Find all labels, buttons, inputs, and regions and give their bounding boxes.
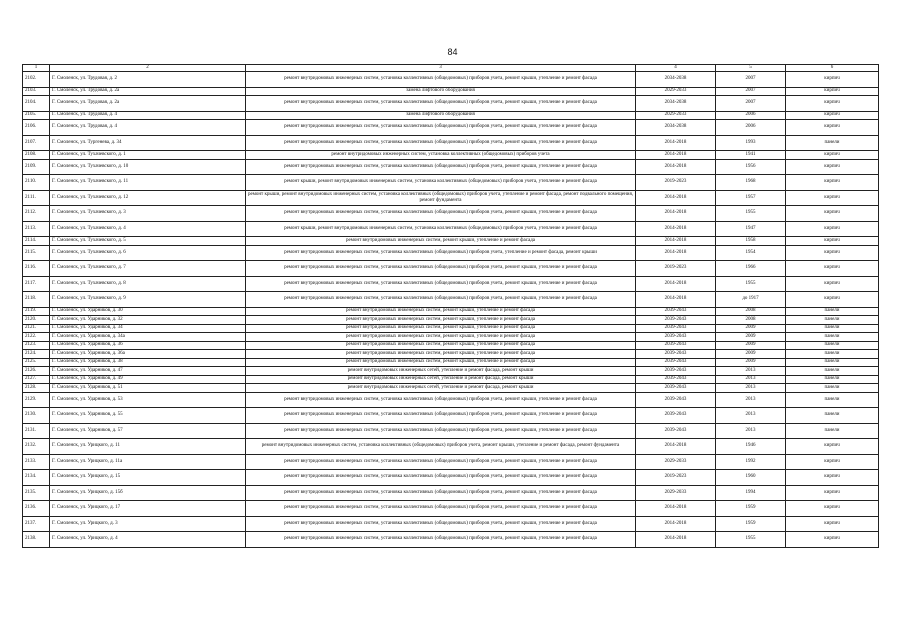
column-header: 1 — [23, 65, 50, 72]
work-description-cell: ремонт внутридомовых инженерных систем, ремонт крыши, утепление и ремонт фасада — [246, 237, 636, 246]
row-number-cell: 2135. — [23, 485, 50, 501]
row-number-cell: 2133. — [23, 454, 50, 470]
work-description-cell: ремонт внутридомовых инженерных систем, установка коллективных (общедомовых) приборов учета, ремонт крыши, утепление и ремонт фасада — [246, 276, 636, 292]
wall-material-cell: кирпич — [786, 221, 879, 237]
repair-period-cell: 2014-2018 — [636, 501, 716, 517]
repair-period-cell: 2039-2043 — [636, 423, 716, 439]
table-row — [23, 324, 879, 333]
table-row — [23, 190, 879, 206]
repair-period-cell: 2039-2043 — [636, 384, 716, 393]
work-description-cell: ремонт внутридомовых инженерных систем, установка коллективных (общедомовых) приборов учета, ремонт крыши, утепление и ремонт фасада — [246, 454, 636, 470]
row-number-cell: 2106. — [23, 120, 50, 136]
repair-period-cell: 2039-2043 — [636, 333, 716, 342]
wall-material-cell: панели — [786, 341, 879, 350]
work-description-cell: ремонт внутридомовых инженерных систем, установка коллективных (общедомовых) приборов учета, ремонт крыши, утепление и ремонт фасада — [246, 72, 636, 88]
work-description-cell: ремонт внутридомовых инженерных систем, установка коллективных (общедомовых) приборов учета, ремонт крыши, утепление и ремонт фасада — [246, 261, 636, 277]
wall-material-cell: кирпич — [786, 516, 879, 532]
address-cell: Г. Смоленск, ул. Урицкого, д. 17 — [50, 501, 246, 517]
table-row — [23, 151, 879, 160]
table-row — [23, 501, 879, 517]
page-number: 84 — [447, 47, 458, 57]
row-number-cell: 2122. — [23, 333, 50, 342]
wall-material-cell: кирпич — [786, 470, 879, 486]
repair-period-cell: 2039-2043 — [636, 350, 716, 359]
table-row — [23, 358, 879, 367]
work-description-cell: ремонт внутридомовых инженерных систем, установка коллективных (общедомовых) приборов учета, утепление и ремонт фасада, ремонт крыши — [246, 245, 636, 261]
address-cell: Г. Смоленск, ул. Тухачевского, д. 10 — [50, 159, 246, 175]
work-description-cell: ремонт крыши, ремонт внутридомовых инженерных систем, установка коллективных (общедомовых) приборов учета, утепление и ремонт фасада, ремонт подвального помещения, ремонт фундамента — [246, 190, 636, 206]
wall-material-cell: кирпич — [786, 237, 879, 246]
work-description-cell: ремонт внутридомовых инженерных систем, ремонт крыши, утепление и ремонт фасада — [246, 358, 636, 367]
repair-period-cell: 2029-2033 — [636, 87, 716, 96]
work-description-cell: ремонт внутридомовых инженерных систем, установка коллективных (общедомовых) приборов учета, ремонт крыши, утепление и ремонт фасада — [246, 516, 636, 532]
build-year-cell: 1957 — [716, 190, 786, 206]
repair-period-cell: 2039-2043 — [636, 316, 716, 325]
address-cell: Г. Смоленск, ул. Ударников, д. 53 — [50, 392, 246, 408]
address-cell: Г. Смоленск, ул. Тургенева, д. 34 — [50, 135, 246, 151]
row-number-cell: 2127. — [23, 375, 50, 384]
address-cell: Г. Смоленск, ул. Ударников, д. 38 — [50, 358, 246, 367]
row-number-cell: 2124. — [23, 350, 50, 359]
address-cell: Г. Смоленск, ул. Ударников, д. 36 — [50, 341, 246, 350]
build-year-cell: 1960 — [716, 470, 786, 486]
address-cell: Г. Смоленск, ул. Ударников, д. 51 — [50, 384, 246, 393]
address-cell: Г. Смоленск, ул. Тухачевского, д. 11 — [50, 175, 246, 191]
repair-period-cell: 2014-2018 — [636, 439, 716, 455]
wall-material-cell: панели — [786, 375, 879, 384]
address-cell: Г. Смоленск, ул. Ударников, д. 57 — [50, 423, 246, 439]
build-year-cell: 1959 — [716, 516, 786, 532]
row-number-cell: 2132. — [23, 439, 50, 455]
build-year-cell: 1993 — [716, 135, 786, 151]
repair-period-cell: 2014-2018 — [636, 206, 716, 222]
address-cell: Г. Смоленск, ул. Урицкого, д. 3 — [50, 516, 246, 532]
wall-material-cell: кирпич — [786, 151, 879, 160]
build-year-cell: 1992 — [716, 454, 786, 470]
build-year-cell: 2013 — [716, 375, 786, 384]
table-row — [23, 245, 879, 261]
row-number-cell: 2126. — [23, 367, 50, 376]
repair-period-cell: 2014-2018 — [636, 135, 716, 151]
build-year-cell: до 1917 — [716, 292, 786, 308]
row-number-cell: 2107. — [23, 135, 50, 151]
row-number-cell: 2112. — [23, 206, 50, 222]
row-number-cell: 2105. — [23, 111, 50, 120]
row-number-cell: 2108. — [23, 151, 50, 160]
row-number-cell: 2118. — [23, 292, 50, 308]
wall-material-cell: кирпич — [786, 190, 879, 206]
wall-material-cell: кирпич — [786, 485, 879, 501]
build-year-cell: 2009 — [716, 358, 786, 367]
address-cell: Г. Смоленск, ул. Ударников, д. 34 — [50, 324, 246, 333]
address-cell: Г. Смоленск, ул. Ударников, д. 47 — [50, 367, 246, 376]
work-description-cell: замена лифтового оборудования — [246, 87, 636, 96]
address-cell: Г. Смоленск, ул. Ударников, д. 49 — [50, 375, 246, 384]
work-description-cell: замена лифтового оборудования — [246, 111, 636, 120]
table-row — [23, 375, 879, 384]
wall-material-cell: панели — [786, 367, 879, 376]
repair-period-cell: 2039-2043 — [636, 324, 716, 333]
address-cell: Г. Смоленск, ул. Урицкого, д. 15б — [50, 485, 246, 501]
repair-period-cell: 2039-2043 — [636, 358, 716, 367]
wall-material-cell: кирпич — [786, 454, 879, 470]
wall-material-cell: панели — [786, 307, 879, 316]
work-description-cell: ремонт внутридомовых инженерных сетей, утепление и ремонт фасада, ремонт крыши — [246, 384, 636, 393]
build-year-cell: 2008 — [716, 316, 786, 325]
work-description-cell: ремонт внутридомовых инженерных систем, ремонт крыши, утепление и ремонт фасада — [246, 350, 636, 359]
repair-period-cell: 2039-2043 — [636, 408, 716, 424]
repair-period-cell: 2019-2023 — [636, 261, 716, 277]
wall-material-cell: кирпич — [786, 261, 879, 277]
build-year-cell: 2008 — [716, 307, 786, 316]
table-row — [23, 485, 879, 501]
build-year-cell: 2009 — [716, 341, 786, 350]
row-number-cell: 2121. — [23, 324, 50, 333]
wall-material-cell: панели — [786, 350, 879, 359]
row-number-cell: 2113. — [23, 221, 50, 237]
work-description-cell: ремонт внутридомовых инженерных систем, установка коллективных (общедомовых) приборов учета, ремонт крыши, утепление и ремонт фасада — [246, 96, 636, 112]
row-number-cell: 2119. — [23, 307, 50, 316]
table-row — [23, 384, 879, 393]
table-row — [23, 367, 879, 376]
wall-material-cell: панели — [786, 135, 879, 151]
row-number-cell: 2117. — [23, 276, 50, 292]
table-row — [23, 532, 879, 548]
wall-material-cell: кирпич — [786, 159, 879, 175]
build-year-cell: 1941 — [716, 151, 786, 160]
wall-material-cell: кирпич — [786, 245, 879, 261]
work-description-cell: ремонт внутридомовых инженерных систем, установка коллективных (общедомовых) приборов учета, ремонт крыши, утепление и ремонт фасада — [246, 485, 636, 501]
address-cell: Г. Смоленск, ул. Тухачевского, д. 4 — [50, 221, 246, 237]
wall-material-cell: кирпич — [786, 87, 879, 96]
table-row — [23, 276, 879, 292]
table-row — [23, 72, 879, 88]
row-number-cell: 2109. — [23, 159, 50, 175]
repair-period-cell: 2029-2033 — [636, 454, 716, 470]
row-number-cell: 2104. — [23, 96, 50, 112]
table-row — [23, 439, 879, 455]
address-cell: Г. Смоленск, ул. Ударников, д. 32 — [50, 316, 246, 325]
repair-period-cell: 2014-2018 — [636, 159, 716, 175]
repair-period-cell: 2039-2043 — [636, 392, 716, 408]
repair-period-cell: 2014-2018 — [636, 516, 716, 532]
table-row — [23, 470, 879, 486]
work-description-cell: ремонт внутридомовых инженерных систем, установка коллективных (общедомовых) приборов учета, ремонт крыши, утепление и ремонт фасада — [246, 135, 636, 151]
repair-period-cell: 2039-2043 — [636, 341, 716, 350]
address-cell: Г. Смоленск, ул. Ударников, д. 30 — [50, 307, 246, 316]
build-year-cell: 2013 — [716, 392, 786, 408]
row-number-cell: 2130. — [23, 408, 50, 424]
address-cell: Г. Смоленск, ул. Тухачевского, д. 8 — [50, 276, 246, 292]
build-year-cell: 1954 — [716, 245, 786, 261]
work-description-cell: ремонт внутридомовых инженерных систем, ремонт крыши, утепление и ремонт фасада — [246, 341, 636, 350]
address-cell: Г. Смоленск, ул. Урицкого, д. 11а — [50, 454, 246, 470]
address-cell: Г. Смоленск, ул. Урицкого, д. 11 — [50, 439, 246, 455]
wall-material-cell: кирпич — [786, 501, 879, 517]
build-year-cell: 1946 — [716, 439, 786, 455]
table-body — [23, 65, 879, 548]
build-year-cell: 1968 — [716, 175, 786, 191]
row-number-cell: 2115. — [23, 245, 50, 261]
wall-material-cell: кирпич — [786, 439, 879, 455]
repair-period-cell: 2014-2018 — [636, 292, 716, 308]
wall-material-cell: кирпич — [786, 72, 879, 88]
address-cell: Г. Смоленск, ул. Трудовая, д. 2а — [50, 87, 246, 96]
repair-period-cell: 2014-2018 — [636, 237, 716, 246]
table-row — [23, 316, 879, 325]
column-header: 3 — [246, 65, 636, 72]
work-description-cell: ремонт внутридомовых инженерных систем, установка коллективных (общедомовых) приборов учета, ремонт крыши, утепление и ремонт фасада — [246, 159, 636, 175]
wall-material-cell: кирпич — [786, 532, 879, 548]
address-cell: Г. Смоленск, ул. Тухачевского, д. 7 — [50, 261, 246, 277]
build-year-cell: 1958 — [716, 237, 786, 246]
build-year-cell: 2007 — [716, 96, 786, 112]
table-row — [23, 423, 879, 439]
table-row — [23, 96, 879, 112]
table-row — [23, 454, 879, 470]
work-description-cell: ремонт внутридомовых инженерных систем, ремонт крыши, утепление и ремонт фасада — [246, 316, 636, 325]
table-row — [23, 237, 879, 246]
build-year-cell: 1994 — [716, 485, 786, 501]
work-description-cell: ремонт внутридомовых инженерных систем, установка коллективных (общедомовых) приборов учета, ремонт крыши, утепление и ремонт фасада — [246, 470, 636, 486]
row-number-cell: 2120. — [23, 316, 50, 325]
wall-material-cell: панели — [786, 408, 879, 424]
row-number-cell: 2129. — [23, 392, 50, 408]
work-description-cell: ремонт внутридомовых инженерных систем, ремонт крыши, утепление и ремонт фасада — [246, 324, 636, 333]
repair-period-cell: 2019-2023 — [636, 470, 716, 486]
address-cell: Г. Смоленск, ул. Ударников, д. 55 — [50, 408, 246, 424]
column-header: 5 — [716, 65, 786, 72]
repair-period-cell: 2034-2038 — [636, 96, 716, 112]
wall-material-cell: панели — [786, 384, 879, 393]
row-number-cell: 2116. — [23, 261, 50, 277]
build-year-cell: 2009 — [716, 333, 786, 342]
address-cell: Г. Смоленск, ул. Ударников, д. 34а — [50, 333, 246, 342]
table-row — [23, 206, 879, 222]
build-year-cell: 2006 — [716, 111, 786, 120]
wall-material-cell: панели — [786, 333, 879, 342]
build-year-cell: 1956 — [716, 159, 786, 175]
table-row — [23, 392, 879, 408]
wall-material-cell: панели — [786, 324, 879, 333]
row-number-cell: 2103. — [23, 87, 50, 96]
wall-material-cell: кирпич — [786, 206, 879, 222]
table-row — [23, 175, 879, 191]
address-cell: Г. Смоленск, ул. Тухачевского, д. 5 — [50, 237, 246, 246]
work-description-cell: ремонт внутридомовых инженерных систем, установка коллективных (общедомовых) приборов учета, ремонт крыши, утепление и ремонт фасада — [246, 292, 636, 308]
table-row — [23, 120, 879, 136]
repair-period-cell: 2029-2033 — [636, 485, 716, 501]
repair-period-cell: 2014-2018 — [636, 221, 716, 237]
build-year-cell: 1966 — [716, 261, 786, 277]
address-cell: Г. Смоленск, ул. Тухачевского, д. 12 — [50, 190, 246, 206]
build-year-cell: 2013 — [716, 408, 786, 424]
repair-period-cell: 2014-2018 — [636, 151, 716, 160]
wall-material-cell: кирпич — [786, 120, 879, 136]
build-year-cell: 2013 — [716, 423, 786, 439]
address-cell: Г. Смоленск, ул. Ударников, д. 36а — [50, 350, 246, 359]
work-description-cell: ремонт крыши, ремонт внутридомовых инженерных систем, установка коллективных (общедомовых) приборов учета, утепление и ремонт фасада — [246, 175, 636, 191]
wall-material-cell: кирпич — [786, 111, 879, 120]
work-description-cell: ремонт внутридомовых инженерных сетей, утепление и ремонт фасада, ремонт крыши — [246, 367, 636, 376]
row-number-cell: 2110. — [23, 175, 50, 191]
work-description-cell: ремонт внутридомовых инженерных систем, установка коллективных (общедомовых) приборов учета, ремонт крыши, утепление и ремонт фасада — [246, 501, 636, 517]
repair-period-cell: 2039-2043 — [636, 307, 716, 316]
table-row — [23, 221, 879, 237]
build-year-cell: 2013 — [716, 384, 786, 393]
work-description-cell: ремонт внутридомовых инженерных систем, ремонт крыши, утепление и ремонт фасада — [246, 307, 636, 316]
work-description-cell: ремонт внутридомовых инженерных систем, установка коллективных (общедомовых) приборов учета, ремонт крыши, утепление и ремонт фасада, ремонт фундамента — [246, 439, 636, 455]
build-year-cell: 2007 — [716, 87, 786, 96]
wall-material-cell: кирпич — [786, 96, 879, 112]
wall-material-cell: панели — [786, 358, 879, 367]
row-number-cell: 2131. — [23, 423, 50, 439]
wall-material-cell: панели — [786, 392, 879, 408]
repair-period-cell: 2039-2043 — [636, 367, 716, 376]
repair-period-cell: 2014-2018 — [636, 190, 716, 206]
repair-period-cell: 2019-2023 — [636, 175, 716, 191]
address-cell: Г. Смоленск, ул. Трудовая, д. 2а — [50, 96, 246, 112]
work-description-cell: ремонт внутридомовых инженерных систем, установка коллективных (общедомовых) приборов учета, ремонт крыши, утепление и ремонт фасада — [246, 408, 636, 424]
work-description-cell: ремонт внутридомовых инженерных систем, установка коллективных (общедомовых) приборов учета, ремонт крыши, утепление и ремонт фасада — [246, 392, 636, 408]
repair-period-cell: 2014-2018 — [636, 532, 716, 548]
work-description-cell: ремонт внутридомовых инженерных систем, установка коллективных (общедомовых) приборов учета, ремонт крыши, утепление и ремонт фасада — [246, 120, 636, 136]
address-cell: Г. Смоленск, ул. Трудовая, д. 2 — [50, 72, 246, 88]
build-year-cell: 1947 — [716, 221, 786, 237]
column-header: 2 — [50, 65, 246, 72]
table-row — [23, 292, 879, 308]
work-description-cell: ремонт внутридомовых инженерных систем, установка коллективных (общедомовых) приборов учета, ремонт крыши, утепление и ремонт фасада — [246, 423, 636, 439]
work-description-cell: ремонт крыши, ремонт внутридомовых инженерных систем, установка коллективных (общедомовых) приборов учета, утепление и ремонт фасада — [246, 221, 636, 237]
column-header: 6 — [786, 65, 879, 72]
build-year-cell: 2009 — [716, 324, 786, 333]
column-header: 4 — [636, 65, 716, 72]
build-year-cell: 1959 — [716, 501, 786, 517]
build-year-cell: 2007 — [716, 72, 786, 88]
row-number-cell: 2114. — [23, 237, 50, 246]
address-cell: Г. Смоленск, ул. Тухачевского, д. 9 — [50, 292, 246, 308]
work-description-cell: ремонт внутридомовых инженерных систем, установка коллективных (общедомовых) приборов учета, ремонт крыши, утепление и ремонт фасада — [246, 206, 636, 222]
table-row — [23, 341, 879, 350]
build-year-cell: 1955 — [716, 276, 786, 292]
table-row — [23, 135, 879, 151]
row-number-cell: 2123. — [23, 341, 50, 350]
table-row — [23, 408, 879, 424]
housing-repair-table — [22, 64, 879, 548]
work-description-cell: ремонт внутридомовых инженерных систем, установка коллективных (общедомовых) приборов учета, ремонт крыши, утепление и ремонт фасада — [246, 532, 636, 548]
table-row — [23, 87, 879, 96]
repair-period-cell: 2029-2033 — [636, 111, 716, 120]
build-year-cell: 2013 — [716, 367, 786, 376]
column-number-row — [23, 65, 879, 72]
wall-material-cell: панели — [786, 316, 879, 325]
table-row — [23, 261, 879, 277]
row-number-cell: 2125. — [23, 358, 50, 367]
work-description-cell: ремонт внутридомовых инженерных сетей, утепление и ремонт фасада, ремонт крыши — [246, 375, 636, 384]
build-year-cell: 2009 — [716, 350, 786, 359]
build-year-cell: 2006 — [716, 120, 786, 136]
work-description-cell: ремонт внутридомовых инженерных систем, ремонт крыши, утепление и ремонт фасада — [246, 333, 636, 342]
address-cell: Г. Смоленск, ул. Трудовая, д. 4 — [50, 111, 246, 120]
row-number-cell: 2111. — [23, 190, 50, 206]
row-number-cell: 2134. — [23, 470, 50, 486]
build-year-cell: 1955 — [716, 206, 786, 222]
wall-material-cell: панели — [786, 423, 879, 439]
row-number-cell: 2102. — [23, 72, 50, 88]
table-row — [23, 111, 879, 120]
repair-period-cell: 2034-2038 — [636, 120, 716, 136]
row-number-cell: 2137. — [23, 516, 50, 532]
work-description-cell: ремонт внутридомовых инженерных систем, установка коллективных (общедомовых) приборов учета — [246, 151, 636, 160]
address-cell: Г. Смоленск, ул. Тухачевского, д. 1 — [50, 151, 246, 160]
wall-material-cell: кирпич — [786, 292, 879, 308]
table-row — [23, 350, 879, 359]
address-cell: Г. Смоленск, ул. Тухачевского, д. 6 — [50, 245, 246, 261]
repair-period-cell: 2034-2038 — [636, 72, 716, 88]
row-number-cell: 2136. — [23, 501, 50, 517]
table-row — [23, 307, 879, 316]
table-row — [23, 333, 879, 342]
table-row — [23, 516, 879, 532]
build-year-cell: 1955 — [716, 532, 786, 548]
repair-period-cell: 2039-2043 — [636, 375, 716, 384]
wall-material-cell: кирпич — [786, 276, 879, 292]
address-cell: Г. Смоленск, ул. Урицкого, д. 15 — [50, 470, 246, 486]
wall-material-cell: кирпич — [786, 175, 879, 191]
address-cell: Г. Смоленск, ул. Тухачевского, д. 3 — [50, 206, 246, 222]
row-number-cell: 2128. — [23, 384, 50, 393]
row-number-cell: 2138. — [23, 532, 50, 548]
table-row — [23, 159, 879, 175]
address-cell: Г. Смоленск, ул. Трудовая, д. 4 — [50, 120, 246, 136]
address-cell: Г. Смоленск, ул. Урицкого, д. 4 — [50, 532, 246, 548]
repair-period-cell: 2014-2018 — [636, 276, 716, 292]
repair-period-cell: 2014-2018 — [636, 245, 716, 261]
